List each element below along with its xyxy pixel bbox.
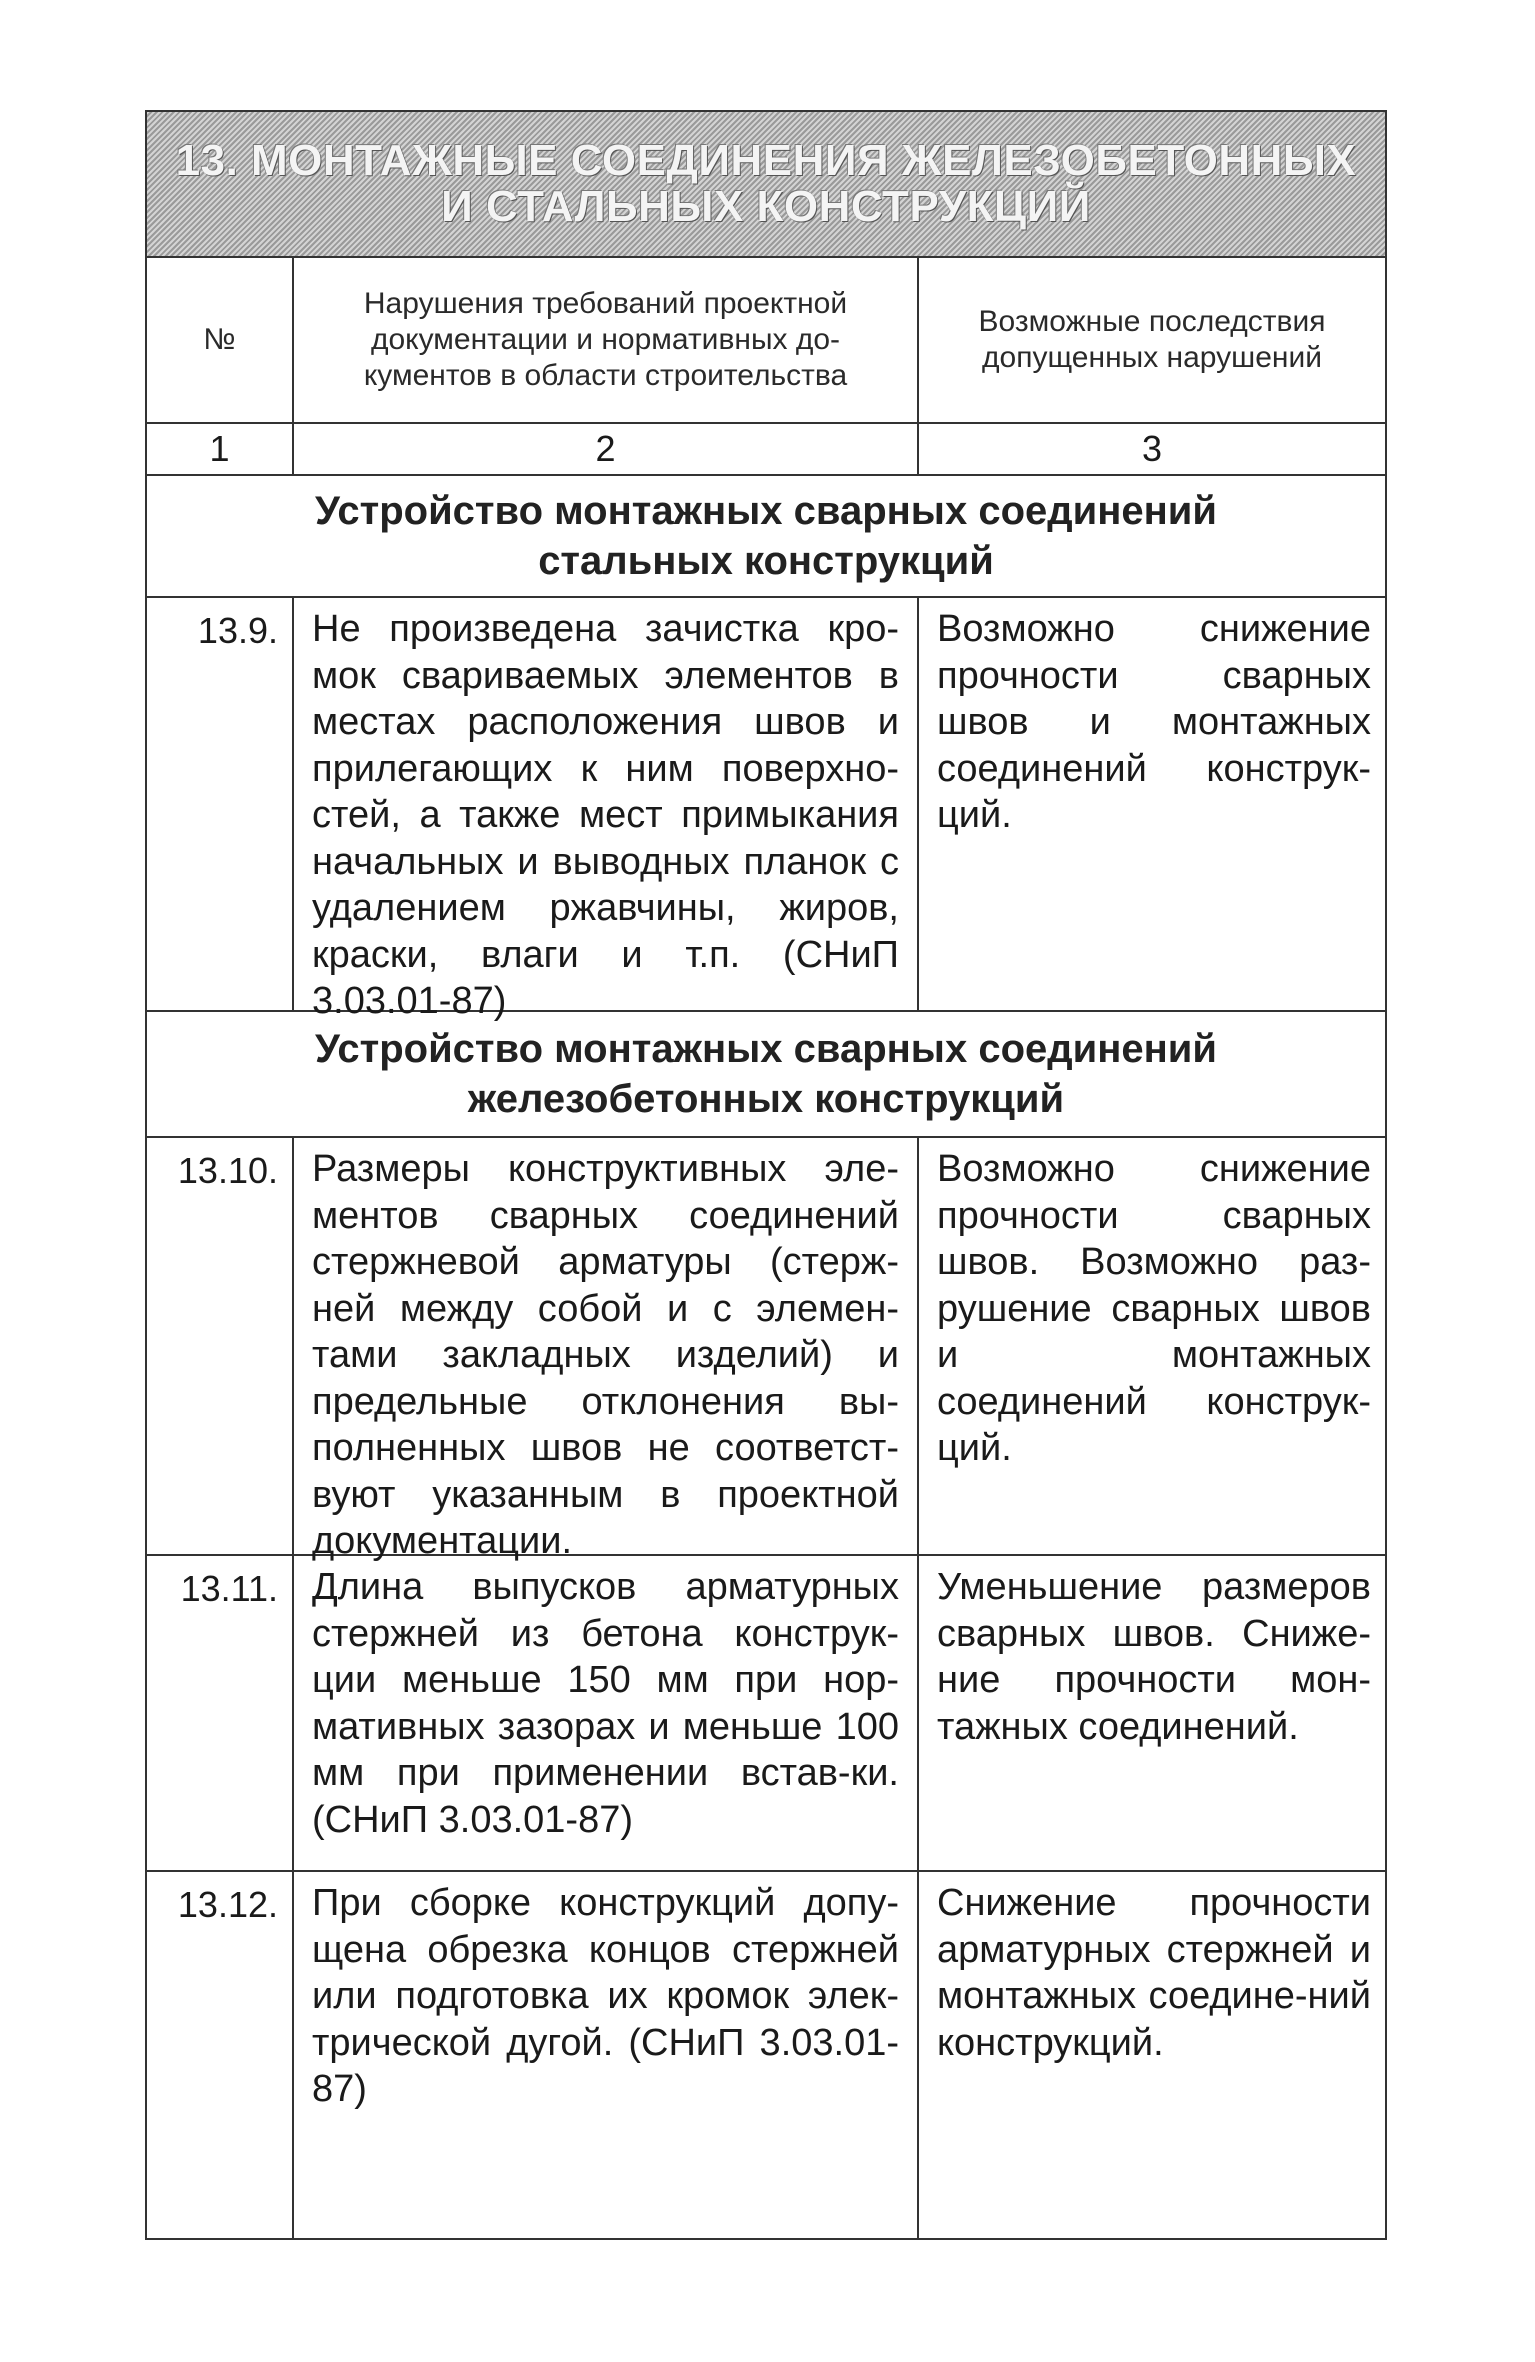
table-row [147, 598, 1385, 1022]
table-title [147, 112, 1385, 258]
column-numbers-row [147, 424, 1385, 476]
column-number-3: 3 [1141, 428, 1163, 469]
table-row [147, 1556, 1385, 1872]
header-violations: Нарушения требований проектной документации и нормативных до-кументов в области строительства [294, 258, 919, 422]
violation-text: Размеры конструктивных эле-ментов сварных соединений стержневой арматуры (стерж-ней между собой и с элемен-тами закладных изделий) и предельные отклонения вы-полненных швов не соответст-вуют указанным в проектной документации. [294, 1138, 919, 1554]
row-number: 13.11. [147, 1556, 294, 1870]
table-row [147, 1138, 1385, 1562]
table-row [147, 1872, 1385, 2238]
column-number-2: 2 [294, 424, 919, 474]
violation-text: При сборке конструкций допу-щена обрезка концов стержней или подготовка их кромок элек-трической дугой. (СНиП 3.03.01-87) [294, 1872, 919, 2238]
section-heading-line-2: железобетонных конструкций [467, 1077, 1065, 1121]
violation-text: Не произведена зачистка кро-мок свариваемых элементов в местах расположения швов и прилегающих к ним поверхно-стей, а также мест примыкания начальных и выводных планок с удалением ржавчины, жиров, краски, влаги и т.п. (СНиП 3.03.01-87) [294, 598, 919, 1010]
header-consequences: Возможные последствия допущенных нарушений [978, 305, 1326, 374]
header-row [147, 258, 1385, 424]
violation-text: Длина выпусков арматурных стержней из бетона конструк-ции меньше 150 мм при нор-мативных зазорах и меньше 100 мм при применении встав-ки. (СНиП 3.03.01-87) [294, 1556, 919, 1870]
section-heading-line-1: Устройство монтажных сварных соединений [315, 489, 1217, 533]
title-line-2: И СТАЛЬНЫХ КОНСТРУКЦИЙ [441, 182, 1091, 231]
table [145, 110, 1387, 2240]
section-heading [147, 476, 1385, 598]
column-number-1: 1 [147, 424, 294, 474]
section-heading [147, 1012, 1385, 1138]
consequence-text: Снижение прочности арматурных стержней и монтажных соедине-ний конструкций. [937, 1882, 1371, 2064]
title-line-1: 13. МОНТАЖНЫЕ СОЕДИНЕНИЯ ЖЕЛЕЗОБЕТОННЫХ [175, 136, 1357, 185]
consequence-text: Возможно снижение прочности сварных швов и монтажных соединений конструк-ций. [937, 608, 1371, 836]
section-heading-line-1: Устройство монтажных сварных соединений [315, 1027, 1217, 1071]
section-heading-line-2: стальных конструкций [538, 539, 994, 583]
row-number: 13.9. [147, 598, 294, 1010]
row-number: 13.12. [147, 1872, 294, 2238]
consequence-text: Уменьшение размеров сварных швов. Сниже-ние прочности мон-тажных соединений. [937, 1566, 1371, 1748]
row-number: 13.10. [147, 1138, 294, 1554]
header-number: № [147, 258, 294, 422]
consequence-text: Возможно снижение прочности сварных швов. Возможно раз-рушение сварных швов и монтажных соединений конструк-ций. [937, 1148, 1371, 1469]
